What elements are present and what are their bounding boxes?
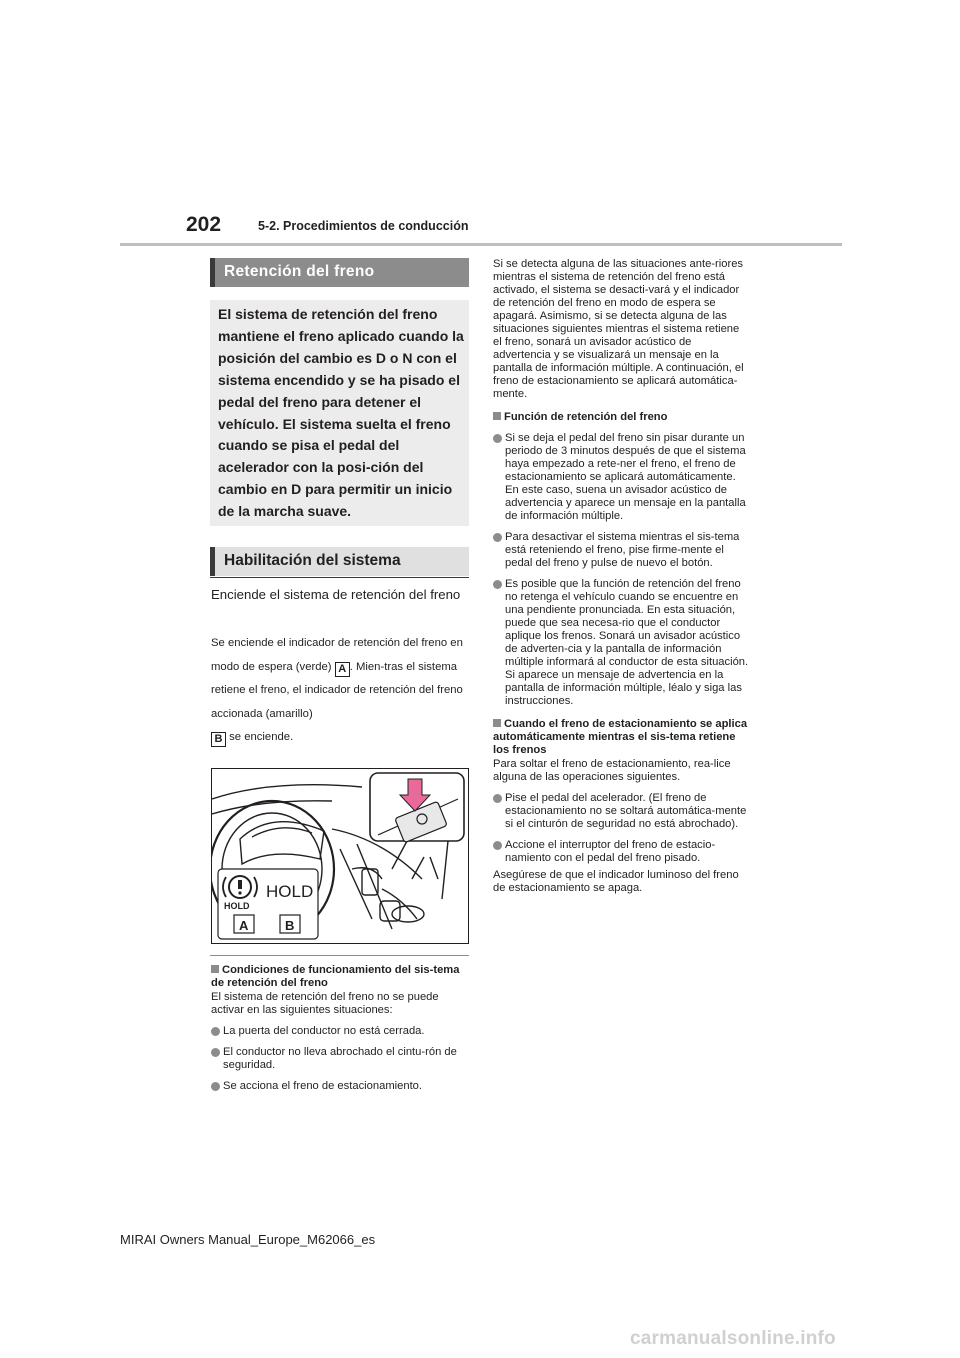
- conditions-section: [211, 964, 469, 1093]
- parking-heading: Cuando el freno de estacionamiento se aplica automáticamente mientras el sis-tema retiene los frenos: [493, 718, 748, 756]
- intro-text: El sistema de retención del freno mantiene el freno aplicado cuando la posición del cambio es D o N con el sistema encendido y se ha pisado el pedal del freno para detener el vehículo. El sistema suelta el freno cuando se pisa el pedal del acelerador con la posi-ción del cambio en D para permitir un inicio de la marcha suave.: [218, 306, 464, 520]
- function-item: Si se deja el pedal del freno sin pisar durante un periodo de 3 minutos después de que el sistema haya empezado a rete-ner el freno, el freno de estacionamiento se aplicará automáticamente. En este caso, suena un avisador acústico de advertencia y aparece un mensaje en la pantalla de información múltiple.: [493, 432, 751, 523]
- subtitle-accent: [210, 547, 215, 576]
- hold-label: HOLD: [266, 882, 314, 901]
- dashboard-illustration: [211, 768, 469, 944]
- square-bullet-icon: [493, 719, 501, 727]
- topic-title: Retención del freno: [224, 263, 375, 280]
- condition-item: La puerta del conductor no está cerrada.: [211, 1025, 469, 1038]
- parking-heading-row: [493, 718, 751, 757]
- indicator-panel: [218, 869, 318, 939]
- square-bullet-icon: [211, 965, 219, 973]
- page-number: 202: [186, 213, 222, 236]
- conditions-heading: Condiciones de funcionamiento del sis-tema de retención del freno: [211, 964, 460, 989]
- right-intro: Si se detecta alguna de las situaciones ante-riores mientras el sistema de retención del freno está activado, el sistema se desacti-vará y el indicador de retención del freno en modo de espera se apagará. Asimismo, si se detecta alguna de las situaciones siguientes mientras el sistema retiene el freno, sonará un avisador acústico de advertencia y se visualizará un mensaje en la pantalla de información múltiple. A continuación, el freno de estacionamiento se aplicará automática-mente.: [493, 258, 744, 400]
- step-title: Enciende el sistema de retención del freno: [211, 587, 461, 602]
- step-body-part-3: se enciende.: [226, 731, 294, 743]
- conditions-heading-row: [211, 964, 469, 990]
- step-body: [211, 632, 473, 750]
- figure-label-b: B: [285, 918, 295, 933]
- subtitle-bar: [210, 547, 469, 576]
- label-a-box: A: [335, 662, 350, 677]
- function-heading: Función de retención del freno: [504, 411, 668, 423]
- parking-item: Pise el pedal del acelerador. (El freno de estacionamiento no se soltará automática-mente si el cinturón de seguridad no está abrochado).: [493, 792, 751, 831]
- parking-item: Accione el interruptor del freno de estacio-namiento con el pedal del freno pisado.: [493, 839, 751, 865]
- conditions-intro: El sistema de retención del freno no se puede activar en las siguientes situaciones:: [211, 991, 439, 1016]
- watermark: carmanualsonline.info: [630, 1328, 836, 1349]
- hold-small-label: HOLD: [224, 901, 250, 911]
- step-body-part-2: . Mien-tras el sistema retiene el freno, el indicador de retención del freno accionada (amarillo): [211, 660, 463, 720]
- parking-intro: Para soltar el freno de estacionamiento, rea-lice alguna de las operaciones siguientes.: [493, 758, 731, 783]
- function-item: Para desactivar el sistema mientras el sis-tema está reteniendo el freno, pise firme-mente el pedal del freno y pulse de nuevo el botón.: [493, 531, 751, 570]
- title-accent: [210, 258, 215, 287]
- closing-text: Asegúrese de que el indicador luminoso del freno de estacionamiento se apaga.: [493, 869, 739, 894]
- dashboard-drawing: [212, 769, 468, 943]
- condition-item: El conductor no lleva abrochado el cintu-rón de seguridad.: [211, 1046, 469, 1072]
- section-title: 5-2. Procedimientos de conducción: [258, 219, 469, 233]
- subtitle-rule: [210, 577, 469, 578]
- hold-switch-callout: [370, 773, 464, 843]
- intro-box: [210, 300, 469, 526]
- footer-text: MIRAI Owners Manual_Europe_M62066_es: [120, 1232, 376, 1247]
- function-heading-row: [493, 411, 751, 424]
- figure-rule: [210, 955, 469, 956]
- topic-title-bar: [210, 258, 469, 287]
- figure-label-a: A: [239, 918, 249, 933]
- function-item: Es posible que la función de retención del freno no retenga el vehículo cuando se encuentre en una pendiente pronunciada. En esta situación, puede que sea necesa-rio que el conductor aplique los frenos. Sonará un avisador acústico de adverten-cia y la pantalla de información múltiple informará al conductor de esta situación. Si aparece un mensaje de advertencia en la pantalla de información múltiple, léalo y siga las instrucciones.: [493, 578, 751, 708]
- right-column: [493, 258, 751, 895]
- header-divider: [120, 243, 842, 246]
- subtitle: Habilitación del sistema: [224, 552, 401, 569]
- label-b-box: B: [211, 732, 226, 747]
- square-bullet-icon: [493, 412, 501, 420]
- step-body-part-1: Se enciende el indicador de retención del freno en modo de espera (verde): [211, 637, 463, 673]
- condition-item: Se acciona el freno de estacionamiento.: [211, 1080, 469, 1093]
